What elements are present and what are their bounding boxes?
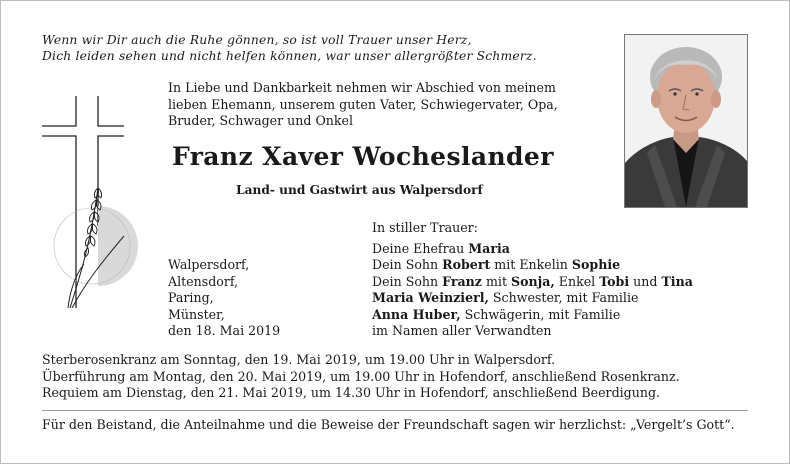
cross-with-wheat-icon	[40, 96, 140, 308]
intro-line: In Liebe und Dankbarkeit nehmen wir Abschied von meinem	[168, 80, 556, 95]
mourner-line	[372, 274, 693, 291]
portrait-icon	[625, 35, 747, 207]
mourner-line	[372, 290, 693, 307]
occupation: Land- und Gastwirt aus Walpersdorf	[236, 183, 483, 197]
text: Deine Ehefrau	[372, 240, 469, 256]
text: Dein Sohn	[372, 257, 443, 272]
date-line: den 18. Mai 2019	[168, 323, 281, 338]
mourner-name: Franz	[442, 273, 482, 289]
poem-line: Dich leiden sehen und nicht helfen können, war unser allergrößter Schmerz.	[42, 49, 537, 63]
text: Enkel	[554, 273, 600, 289]
mourner-line	[372, 257, 693, 274]
event-line: Überführung am Montag, den 20. Mai 2019, um 19.00 Uhr in Hofendorf, anschließend Rosenkranz.	[42, 368, 680, 384]
mourner-name: Tobi	[599, 273, 630, 289]
places-and-date	[168, 257, 280, 340]
mourner-name: Sonja,	[511, 273, 555, 289]
intro-line: Bruder, Schwager und Onkel	[168, 113, 353, 128]
text: Dein Sohn	[372, 273, 443, 289]
divider	[42, 410, 748, 411]
mourner-name: Anna Huber,	[372, 306, 461, 322]
mourner-name: Maria	[468, 240, 510, 256]
text: Schwester, mit Familie	[488, 290, 639, 305]
text: Schwägerin, mit Familie	[460, 306, 621, 322]
mourner-name: Maria Weinzierl,	[372, 290, 489, 305]
mourner-name: Tina	[661, 273, 693, 289]
service-events	[42, 352, 680, 402]
event-line: Requiem am Dienstag, den 21. Mai 2019, um 14.30 Uhr in Hofendorf, anschließend Beerdigung.	[42, 385, 661, 400]
text: und	[629, 273, 662, 289]
intro-text	[168, 80, 558, 130]
text: mit	[481, 273, 512, 289]
portrait-photo	[624, 34, 748, 208]
poem-line: Wenn wir Dir auch die Ruhe gönnen, so ist voll Trauer unser Herz,	[42, 33, 472, 47]
mourner-name: Sophie	[571, 257, 621, 272]
mourners-list	[372, 220, 693, 340]
mourner-line	[372, 241, 693, 258]
mourner-line: im Namen aller Verwandten	[372, 323, 552, 338]
mourner-line	[372, 307, 693, 324]
mourner-name: Robert	[442, 257, 491, 272]
place-line: Walpersdorf,	[168, 257, 250, 272]
mourners-heading: In stiller Trauer:	[372, 220, 478, 235]
text: mit Enkelin	[490, 257, 572, 272]
place-line: Münster,	[168, 306, 225, 322]
place-line: Altensdorf,	[168, 273, 239, 289]
intro-line: lieben Ehemann, unserem guten Vater, Schwiegervater, Opa,	[168, 96, 558, 112]
deceased-name: Franz Xaver Wocheslander	[172, 142, 554, 171]
place-line: Paring,	[168, 290, 214, 305]
poem	[42, 32, 537, 64]
event-line: Sterberosenkranz am Sonntag, den 19. Mai 2019, um 19.00 Uhr in Walpersdorf.	[42, 352, 556, 367]
thanks-line: Für den Beistand, die Anteilnahme und die Beweise der Freundschaft sagen wir herzlichst: „Vergelt’s Gott“.	[42, 417, 735, 432]
